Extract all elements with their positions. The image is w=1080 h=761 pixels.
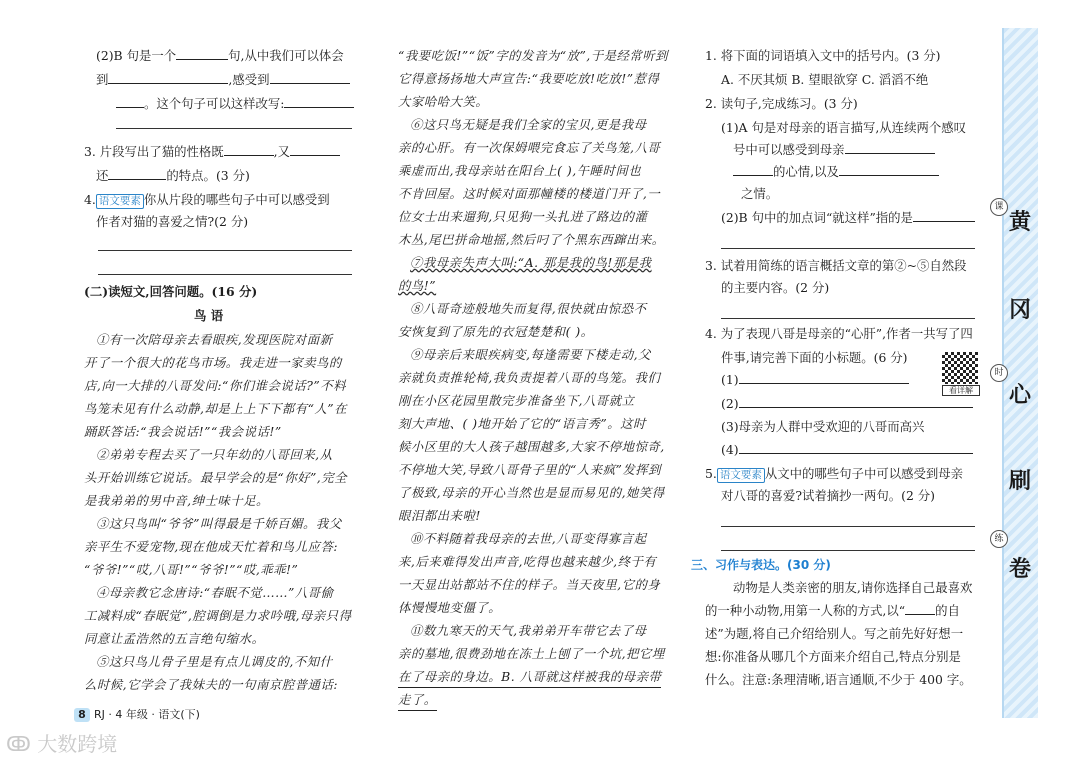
answer-line[interactable] bbox=[116, 128, 352, 129]
answer-line[interactable] bbox=[721, 248, 975, 249]
sentence-a-line: ⑦我母亲失声大叫:“A. 那是我的鸟!那是我 bbox=[410, 255, 652, 270]
question-2-1d: 之情。 bbox=[741, 186, 779, 201]
q4-line2: 作者对猫的喜爱之情?(2 分) bbox=[96, 214, 249, 229]
side-char: 卷 bbox=[1008, 557, 1031, 582]
qr-label: 看详解 bbox=[942, 385, 980, 396]
passage-line: 一天显出站都站不住的样子。当天夜里,它的身 bbox=[398, 577, 661, 592]
writing-prompt-line: 什么。注意:条理清晰,语言通顺,不少于 400 字。 bbox=[705, 672, 972, 687]
q3-line2: 还 的特点。(3 分) bbox=[96, 168, 250, 183]
writing-prompt-line: 的一种小动物,用第一人称的方式,以“ 的自 bbox=[705, 603, 960, 618]
section-two-heading: (二)读短文,回答问题。(16 分) bbox=[84, 284, 258, 299]
question-4-item: (2) bbox=[721, 394, 973, 414]
passage-line: ⑩不料随着我母亲的去世,八哥变得寡言起 bbox=[410, 531, 647, 546]
passage-line: 店,向一大排的八哥发问:“你们谁会说话?”不料 bbox=[84, 378, 346, 393]
writing-prompt-line: 动物是人类亲密的朋友,请你选择自己最喜欢 bbox=[733, 580, 973, 595]
passage-line: 眼泪都出来啦! bbox=[398, 508, 481, 523]
question-2-1c: 的心情,以及 bbox=[733, 162, 939, 182]
language-element-tag: 语文要素 bbox=[96, 194, 144, 209]
passage-line: 同意让孟浩然的五言绝句缩水。 bbox=[84, 631, 265, 646]
q2b-line2: 到 ,感受到 bbox=[96, 70, 350, 90]
watermark: ↂ 大数跨境 bbox=[6, 732, 118, 756]
sentence-b-line: 走了。 bbox=[398, 690, 437, 711]
question-4-item: (4) bbox=[721, 440, 973, 460]
page-footer bbox=[74, 706, 200, 722]
watermark-logo-icon: ↂ bbox=[6, 732, 31, 756]
passage-line: 亲的心肝。有一次保姆喂完食忘了关鸟笼,八哥 bbox=[398, 140, 661, 155]
question-1-options: A. 不厌其烦 B. 望眼欲穿 C. 滔滔不绝 bbox=[721, 72, 929, 87]
passage-line: ③这只鸟叫“爷爷”叫得最是千娇百媚。我父 bbox=[96, 516, 342, 531]
side-char: 心 bbox=[1008, 383, 1031, 408]
passage-line: 它得意扬扬地大声宣告:“我要吃放!吃放!”惹得 bbox=[398, 71, 660, 86]
side-char: 刷 bbox=[1008, 469, 1031, 494]
passage-line: 亲就负责推轮椅,我负责提着八哥的鸟笼。我们 bbox=[398, 370, 661, 385]
passage-line: ①有一次陪母亲去看眼疾,发现医院对面新 bbox=[96, 332, 333, 347]
passage-line: 刚在小区花园里散完步准备坐下,八哥就立 bbox=[398, 393, 635, 408]
question-4-item: (3)母亲为人群中受欢迎的八哥而高兴 bbox=[721, 419, 925, 434]
passage-line: 亲的墓地,很费劲地在冻土上刨了一个坑,把它埋 bbox=[398, 646, 665, 661]
passage-line: ⑪数九寒天的天气,我弟弟开车带它去了母 bbox=[410, 623, 647, 638]
sentence-b-line: 在了母亲的身边。B. 八哥就这样被我的母亲带 bbox=[398, 667, 661, 688]
question-2-2: (2)B 句中的加点词“就这样”指的是 bbox=[721, 208, 975, 228]
question-4-item: (1) bbox=[721, 370, 909, 390]
question-1: 1. 将下面的词语填入文中的括号内。(3 分) bbox=[705, 48, 941, 63]
section-three-heading: 三、习作与表达。(30 分) bbox=[691, 558, 831, 572]
question-2-1: (1)A 句是对母亲的语言描写,从连续两个感叹 bbox=[721, 120, 967, 135]
passage-line: 来,后来难得发出声音,吃得也越来越少,终于有 bbox=[398, 554, 657, 569]
passage-line: 乘虚而出,我母亲站在阳台上( ),午睡时间也 bbox=[398, 163, 642, 178]
passage-line: 亲平生不爱宠物,现在他成天忙着和鸟儿应答: bbox=[84, 539, 339, 554]
answer-line[interactable] bbox=[98, 274, 352, 275]
q4-line1: 4. 语文要素 你从片段的哪些句子中可以感受到 bbox=[84, 192, 330, 207]
q2b-line3: 。这个句子可以这样改写: bbox=[116, 94, 354, 114]
passage-line: ④母亲教它念唐诗:“春眠不觉……”八哥偷 bbox=[96, 585, 334, 600]
passage-line: 头开始训练它说话。最早学会的是“你好”,完全 bbox=[84, 470, 348, 485]
question-4: 4. 为了表现八哥是母亲的“心肝”,作者一共写了四 bbox=[705, 326, 973, 341]
question-5b: 对八哥的喜爱?试着摘抄一两句。(2 分) bbox=[721, 488, 935, 503]
language-element-tag: 语文要素 bbox=[717, 468, 765, 483]
side-char: 黄 bbox=[1008, 210, 1031, 235]
passage-line: 刻大声地、( )地开始了它的“语言秀”。这时 bbox=[398, 416, 646, 431]
side-small-char: 练 bbox=[990, 530, 1008, 548]
side-char: 冈 bbox=[1008, 298, 1031, 323]
sentence-a-line: 的鸟!” bbox=[398, 278, 437, 293]
question-5: 5. 语文要素 从文中的哪些句子中可以感受到母亲 bbox=[705, 466, 964, 481]
passage-line: 工减料成“春眠觉”,腔调倒是力求吟哦,母亲只得 bbox=[84, 608, 352, 623]
passage-line: ⑨母亲后来眼疾病变,每逢需要下楼走动,父 bbox=[410, 347, 651, 362]
article-title: 鸟 语 bbox=[194, 308, 224, 323]
answer-line[interactable] bbox=[721, 526, 975, 527]
answer-line[interactable] bbox=[721, 550, 975, 551]
question-2-1b: 号中可以感受到母亲 bbox=[733, 140, 935, 160]
footer-label: RJ · 4 年级 · 语文(下) bbox=[94, 708, 200, 721]
side-small-char: 时 bbox=[990, 364, 1008, 382]
qr-code-icon[interactable] bbox=[942, 352, 978, 384]
q2b-line1: (2)B 句是一个 句,从中我们可以体会 bbox=[96, 48, 344, 63]
question-3b: 的主要内容。(2 分) bbox=[721, 280, 830, 295]
passage-line: 位女士出来遛狗,只见狗一头扎进了路边的灌 bbox=[398, 209, 648, 224]
passage-line: 么时候,它学会了我妹夫的一句南京腔普通话: bbox=[84, 677, 339, 692]
side-small-char: 课 bbox=[990, 198, 1008, 216]
passage-line: “爷爷!”“哎,八哥!”“爷爷!”“哎,乖乖!” bbox=[84, 562, 299, 577]
passage-line: 安恢复到了原先的衣冠楚楚和( )。 bbox=[398, 324, 594, 339]
passage-line: 体慢慢地变僵了。 bbox=[398, 600, 502, 615]
passage-line: 大家哈哈大笑。 bbox=[398, 94, 489, 109]
passage-line: 踊跃答话:“我会说话!”“我会说话!” bbox=[84, 424, 282, 439]
passage-line: 木丛,尾巴拼命地摇,然后叼了个黑东西蹿出来。 bbox=[398, 232, 665, 247]
writing-prompt-line: 想:你准备从哪几个方面来介绍自己,特点分别是 bbox=[705, 649, 961, 664]
question-2: 2. 读句子,完成练习。(3 分) bbox=[705, 96, 858, 111]
question-4b: 件事,请完善下面的小标题。(6 分) bbox=[721, 350, 908, 365]
writing-prompt-line: 述”为题,将自己介绍给别人。写之前先好好想一 bbox=[705, 626, 964, 641]
passage-line: 是我弟弟的男中音,绅士味十足。 bbox=[84, 493, 269, 508]
q3-line1: 3. 片段写出了猫的性格既 ,又 bbox=[84, 142, 340, 162]
passage-line: 不肯回屋。这时候对面那幢楼的楼道门开了,一 bbox=[398, 186, 661, 201]
page-number: 8 bbox=[74, 708, 90, 722]
passage-line: 鸟笼未见有什么动静,却是上上下下都有“人”在 bbox=[84, 401, 348, 416]
passage-line: 开了一个很大的花鸟市场。我走进一家卖鸟的 bbox=[84, 355, 342, 370]
passage-line: ⑧八哥奇迹般地失而复得,很快就由惊恐不 bbox=[410, 301, 647, 316]
passage-line: 了极致,母亲的开心当然也是显而易见的,她笑得 bbox=[398, 485, 665, 500]
answer-line[interactable] bbox=[721, 318, 975, 319]
passage-line: “我要吃饭!”“饭”字的发音为“放”,于是经常听到 bbox=[398, 48, 669, 63]
passage-line: ⑥这只鸟无疑是我们全家的宝贝,更是我母 bbox=[410, 117, 647, 132]
passage-line: ⑤这只鸟儿骨子里是有点儿调皮的,不知什 bbox=[96, 654, 333, 669]
question-3: 3. 试着用简练的语言概括文章的第②~⑤自然段 bbox=[705, 258, 967, 273]
passage-line: ②弟弟专程去买了一只年幼的八哥回来,从 bbox=[96, 447, 333, 462]
answer-line[interactable] bbox=[98, 250, 352, 251]
passage-line: 候小区里的大人孩子越围越多,大家不停地惊奇, bbox=[398, 439, 665, 454]
passage-line: 不停地大笑,导致八哥骨子里的“人来疯”发挥到 bbox=[398, 462, 662, 477]
